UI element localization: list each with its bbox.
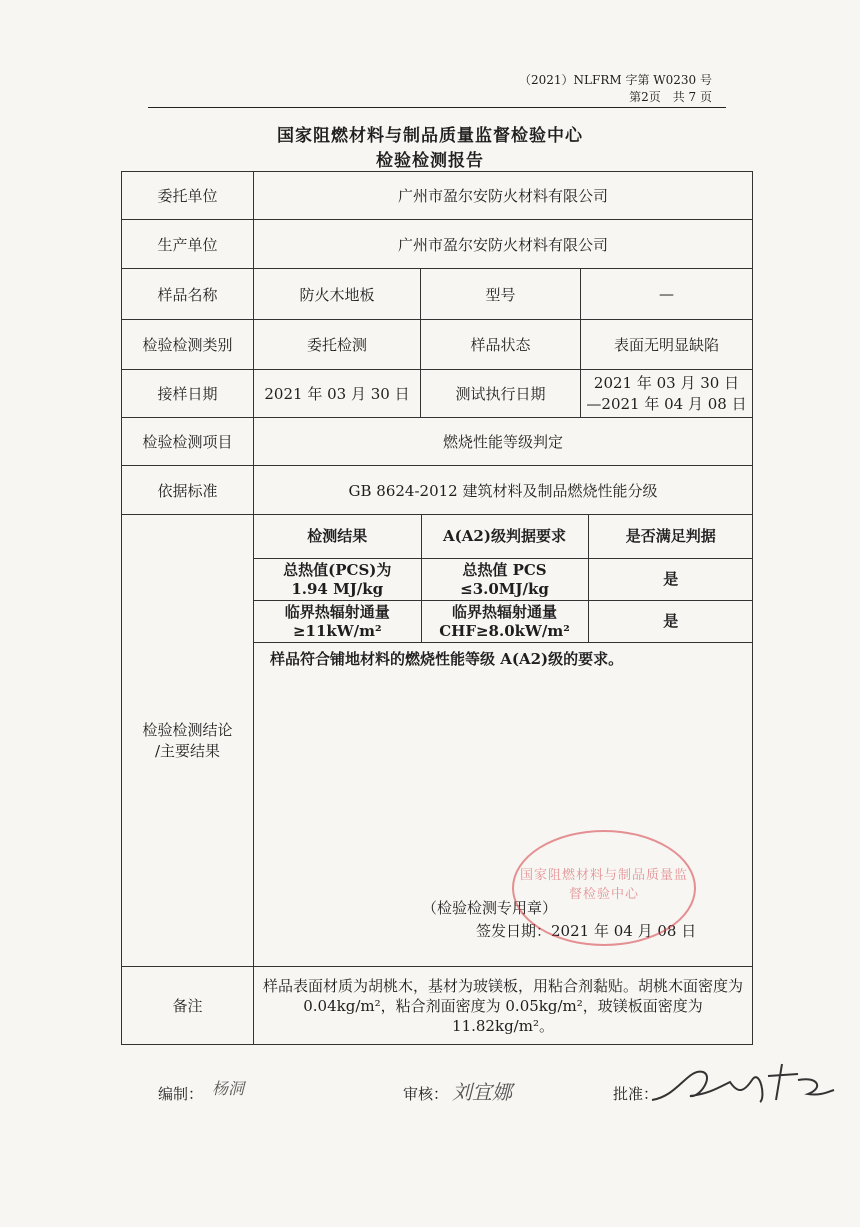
- page-info: 第2页 共 7 页: [629, 90, 712, 104]
- report-title: 检验检测报告: [376, 151, 484, 171]
- date-row: [122, 370, 753, 418]
- meets-criteria-cell: 是: [588, 559, 753, 601]
- test-date-end: —2021 年 04 月 08 日: [586, 394, 747, 413]
- results-table: [254, 515, 753, 643]
- client-label: 委托单位: [122, 172, 254, 220]
- sample-name-value: 防火木地板: [254, 269, 421, 320]
- requirement-line: 临界热辐射通量: [451, 602, 557, 621]
- approver-label: 批准：: [613, 1085, 659, 1103]
- requirement-line: 总热值 PCS: [462, 560, 547, 579]
- category-label: 检验检测类别: [122, 320, 254, 370]
- results-header: A(A2)级判据要求: [421, 515, 588, 559]
- conclusion-row: [122, 515, 753, 967]
- remark-row: [122, 967, 753, 1045]
- standard-row: [122, 466, 753, 515]
- report-form: [121, 171, 753, 1045]
- client-row: [122, 172, 753, 220]
- reviewer-label: 审核：: [403, 1085, 449, 1103]
- model-label: 型号: [421, 269, 581, 320]
- remark-label: 备注: [122, 967, 254, 1045]
- results-header-row: [254, 515, 753, 559]
- producer-row: [122, 220, 753, 269]
- reviewer-signature: 刘宜娜: [452, 1080, 512, 1104]
- editor-label: 编制：: [158, 1085, 204, 1103]
- test-date-label: 测试执行日期: [421, 370, 581, 418]
- item-label: 检验检测项目: [122, 418, 254, 466]
- seal-text: 国家阻燃材料与制品质量监督检验中心: [519, 868, 688, 902]
- result-line: ≥11kW/m²: [292, 621, 382, 640]
- approver-signature: [648, 1058, 838, 1108]
- state-label: 样品状态: [421, 320, 581, 370]
- item-row: [122, 418, 753, 466]
- org-title: 国家阻燃材料与制品质量监督检验中心: [277, 126, 583, 146]
- conclusion-label-line2: /主要结果: [154, 741, 221, 760]
- editor-signature: 杨洞: [212, 1079, 245, 1098]
- results-header: 检测结果: [254, 515, 421, 559]
- results-header: 是否满足判据: [588, 515, 753, 559]
- conclusion-label: [122, 515, 254, 967]
- issue-date: 签发日期：2021 年 04 月 08 日: [476, 922, 697, 940]
- sample-name-label: 样品名称: [122, 269, 254, 320]
- conclusion-cell: [254, 515, 753, 967]
- results-row: [254, 559, 753, 601]
- receive-date-value: 2021 年 03 月 30 日: [254, 370, 421, 418]
- client-value: 广州市盈尔安防火材料有限公司: [254, 172, 753, 220]
- category-row: [122, 320, 753, 370]
- result-line: 临界热辐射通量: [284, 602, 390, 621]
- results-row: [254, 601, 753, 643]
- category-value: 委托检测: [254, 320, 421, 370]
- state-value: 表面无明显缺陷: [581, 320, 753, 370]
- receive-date-label: 接样日期: [122, 370, 254, 418]
- meets-criteria-cell: 是: [588, 601, 753, 643]
- result-line: 总热值(PCS)为: [283, 560, 392, 579]
- result-cell: [254, 559, 421, 601]
- test-date-value: [581, 370, 753, 418]
- standard-value: GB 8624-2012 建筑材料及制品燃烧性能分级: [254, 466, 753, 515]
- producer-value: 广州市盈尔安防火材料有限公司: [254, 220, 753, 269]
- result-cell: [254, 601, 421, 643]
- seal-label: （检验检测专用章）: [422, 899, 558, 917]
- requirement-line: CHF≥8.0kW/m²: [439, 621, 570, 640]
- item-value: 燃烧性能等级判定: [254, 418, 753, 466]
- model-value: —: [581, 269, 753, 320]
- header-rule: [148, 107, 726, 108]
- standard-label: 依据标准: [122, 466, 254, 515]
- requirement-cell: [421, 601, 588, 643]
- remark-value: 样品表面材质为胡桃木，基材为玻镁板，用粘合剂黏贴。胡桃木面密度为 0.04kg/m²，粘合剂面密度为 0.05kg/m²，玻镁板面密度为 11.82kg/m²。: [254, 967, 753, 1045]
- conclusion-label-line1: 检验检测结论: [142, 720, 233, 739]
- producer-label: 生产单位: [122, 220, 254, 269]
- report-number: （2021）NLFRM 字第 W0230 号: [519, 73, 712, 87]
- conclusion-text: 样品符合铺地材料的燃烧性能等级 A(A2)级的要求。: [270, 650, 624, 668]
- requirement-line: ≤3.0MJ/kg: [460, 579, 549, 598]
- test-date-start: 2021 年 03 月 30 日: [593, 373, 740, 392]
- requirement-cell: [421, 559, 588, 601]
- result-line: 1.94 MJ/kg: [291, 579, 384, 598]
- sample-row: [122, 269, 753, 320]
